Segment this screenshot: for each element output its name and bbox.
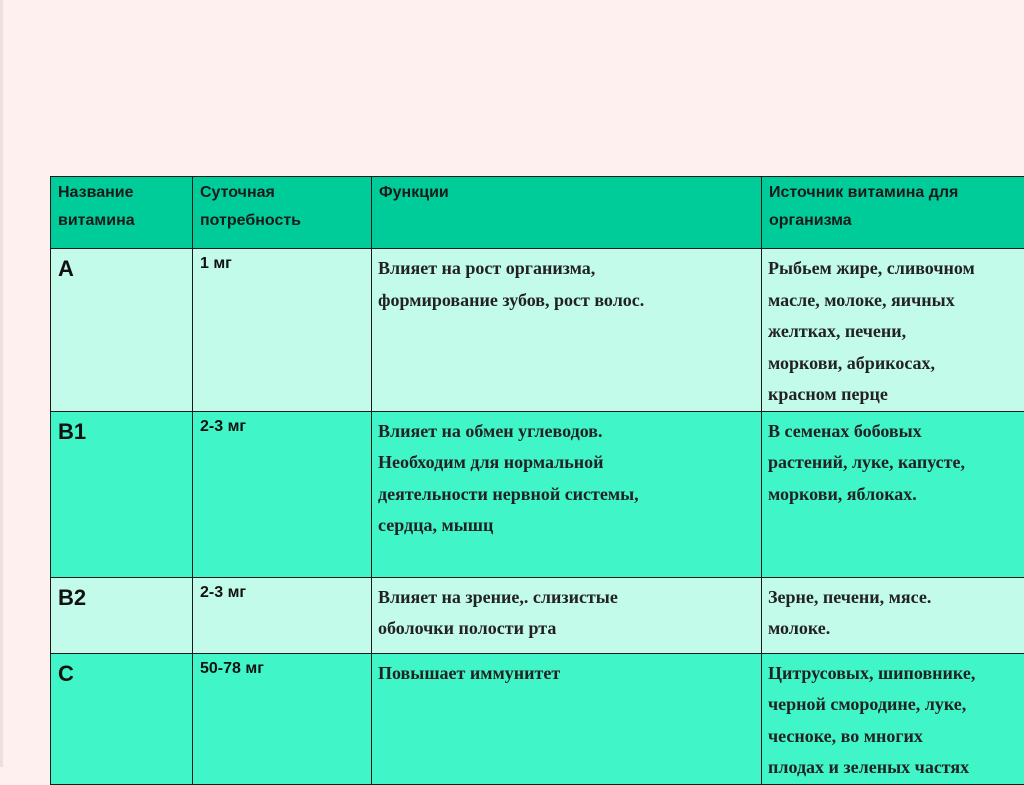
table-header-row (51, 177, 1024, 249)
source-line: Цитрусовых, шиповнике, (768, 658, 1024, 690)
vitamin-name: В1 (51, 411, 193, 577)
source-line: чесноке, во многих (768, 721, 1024, 753)
source-line: красном перце (768, 379, 1024, 411)
slide-edge (0, 0, 3, 767)
vitamin-name: В2 (51, 577, 193, 653)
vitamins-table (50, 176, 1024, 785)
source-line: Зерне, печени, мясе. (768, 582, 1024, 614)
source-line: плодах и зеленых частях (768, 752, 1024, 784)
table-row (51, 411, 1024, 577)
functions-line: Влияет на рост организма, (378, 253, 755, 285)
source-line: растений, луке, капусте, (768, 447, 1024, 479)
header-text: потребность (200, 207, 365, 235)
source-line: масле, молоке, яичных (768, 285, 1024, 317)
header-text: Название (58, 179, 186, 207)
source-line: В семенах бобовых (768, 416, 1024, 448)
source-cell (762, 249, 1024, 412)
source-line: моркови, яблоках. (768, 479, 1024, 511)
header-source (762, 177, 1024, 249)
table-row (51, 249, 1024, 412)
vitamin-name: С (51, 653, 193, 784)
source-cell (762, 653, 1024, 784)
vitamin-name: А (51, 249, 193, 412)
daily-dose: 50-78 мг (193, 653, 372, 784)
source-line: черной смородине, луке, (768, 689, 1024, 721)
functions-line: Повышает иммунитет (378, 658, 755, 690)
header-vitamin-name (51, 177, 193, 249)
functions-line: Необходим для нормальной (378, 447, 755, 479)
functions-cell (372, 653, 762, 784)
functions-cell (372, 411, 762, 577)
source-line: моркови, абрикосах, (768, 348, 1024, 380)
header-daily-requirement (193, 177, 372, 249)
header-text: витамина (58, 207, 186, 235)
functions-cell (372, 577, 762, 653)
header-text: Суточная (200, 179, 365, 207)
table-row (51, 653, 1024, 784)
source-cell (762, 411, 1024, 577)
header-functions (372, 177, 762, 249)
header-text: Источник витамина для (769, 179, 1024, 207)
source-line: Рыбьем жире, сливочном (768, 253, 1024, 285)
daily-dose: 1 мг (193, 249, 372, 412)
source-line: желтках, печени, (768, 316, 1024, 348)
daily-dose: 2-3 мг (193, 577, 372, 653)
functions-line: Влияет на зрение,. слизистые (378, 582, 755, 614)
functions-line: Влияет на обмен углеводов. (378, 416, 755, 448)
functions-line: деятельности нервной системы, (378, 479, 755, 511)
functions-line: формирование зубов, рост волос. (378, 285, 755, 317)
source-cell (762, 577, 1024, 653)
functions-line: оболочки полости рта (378, 613, 755, 645)
header-text: Функции (379, 179, 755, 207)
table-row (51, 577, 1024, 653)
header-text: организма (769, 207, 1024, 235)
functions-line: сердца, мышц (378, 510, 755, 542)
functions-cell (372, 249, 762, 412)
daily-dose: 2-3 мг (193, 411, 372, 577)
source-line: молоке. (768, 613, 1024, 645)
